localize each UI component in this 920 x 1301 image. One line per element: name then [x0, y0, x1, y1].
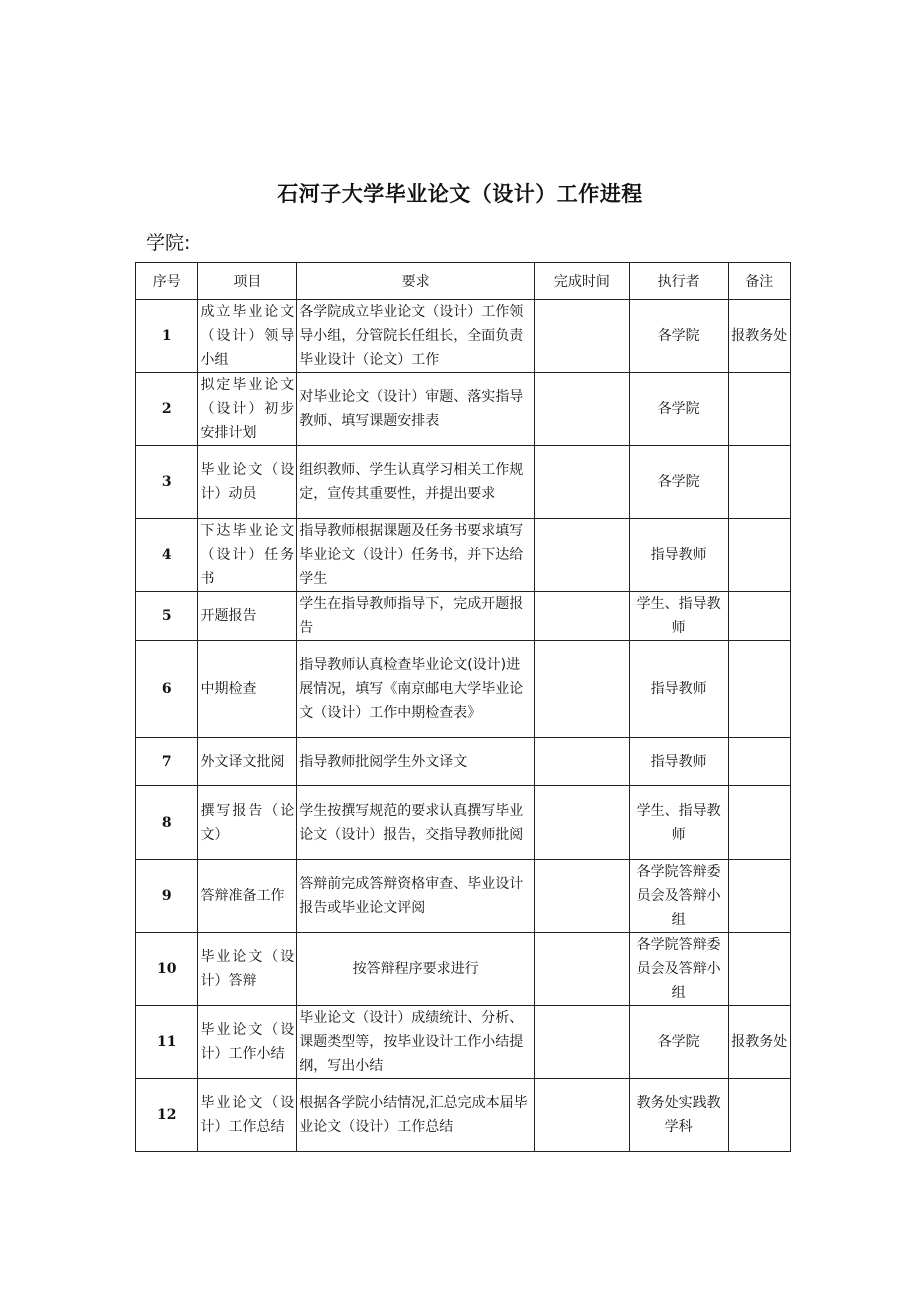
header-requirement: 要求 — [297, 263, 535, 300]
row-seq: 2 — [136, 373, 198, 446]
row-requirement: 指导教师认真检查毕业论文(设计)进展情况，填写《南京邮电大学毕业论文（设计）工作中期检查表》 — [297, 641, 535, 738]
row-requirement: 答辩前完成答辩资格审查、毕业设计报告或毕业论文评阅 — [297, 860, 535, 933]
row-seq: 3 — [136, 446, 198, 519]
row-item: 中期检查 — [198, 641, 297, 738]
table-row — [136, 1079, 791, 1152]
row-item: 毕业论文（设计）动员 — [198, 446, 297, 519]
row-executor: 教务处实践教学科 — [629, 1079, 728, 1152]
row-executor: 学生、指导教师 — [629, 592, 728, 641]
table-row — [136, 592, 791, 641]
row-remarks — [728, 860, 791, 933]
row-item: 开题报告 — [198, 592, 297, 641]
row-completion-time — [535, 860, 630, 933]
row-item: 毕业论文（设计）工作小结 — [198, 1006, 297, 1079]
row-requirement: 按答辩程序要求进行 — [297, 933, 535, 1006]
row-requirement: 学生按撰写规范的要求认真撰写毕业论文（设计）报告，交指导教师批阅 — [297, 786, 535, 860]
row-remarks — [728, 738, 791, 786]
table-row — [136, 786, 791, 860]
row-requirement: 指导教师批阅学生外文译文 — [297, 738, 535, 786]
row-seq: 5 — [136, 592, 198, 641]
row-completion-time — [535, 641, 630, 738]
row-completion-time — [535, 1079, 630, 1152]
row-executor: 各学院答辩委员会及答辩小组 — [629, 933, 728, 1006]
row-completion-time — [535, 786, 630, 860]
row-remarks — [728, 519, 791, 592]
row-seq: 4 — [136, 519, 198, 592]
row-executor: 各学院 — [629, 373, 728, 446]
header-completion-time: 完成时间 — [535, 263, 630, 300]
row-executor: 指导教师 — [629, 738, 728, 786]
row-executor: 指导教师 — [629, 641, 728, 738]
table-header-row — [136, 263, 791, 300]
row-remarks — [728, 641, 791, 738]
row-requirement: 组织教师、学生认真学习相关工作规定，宣传其重要性，并提出要求 — [297, 446, 535, 519]
row-remarks — [728, 592, 791, 641]
row-item: 下达毕业论文（设计）任务书 — [198, 519, 297, 592]
header-item: 项目 — [198, 263, 297, 300]
row-completion-time — [535, 446, 630, 519]
row-item: 答辩准备工作 — [198, 860, 297, 933]
row-executor: 各学院答辩委员会及答辩小组 — [629, 860, 728, 933]
row-item: 毕业论文（设计）答辩 — [198, 933, 297, 1006]
row-requirement: 毕业论文（设计）成绩统计、分析、课题类型等，按毕业设计工作小结提纲，写出小结 — [297, 1006, 535, 1079]
row-item: 成立毕业论文（设计）领导小组 — [198, 300, 297, 373]
table-row — [136, 1006, 791, 1079]
row-seq: 1 — [136, 300, 198, 373]
row-executor: 指导教师 — [629, 519, 728, 592]
row-completion-time — [535, 1006, 630, 1079]
row-requirement: 学生在指导教师指导下，完成开题报告 — [297, 592, 535, 641]
row-requirement: 根据各学院小结情况,汇总完成本届毕业论文（设计）工作总结 — [297, 1079, 535, 1152]
row-seq: 9 — [136, 860, 198, 933]
row-executor: 学生、指导教师 — [629, 786, 728, 860]
row-remarks — [728, 786, 791, 860]
header-remarks: 备注 — [728, 263, 791, 300]
table-row — [136, 933, 791, 1006]
work-schedule-table — [135, 262, 791, 1152]
row-seq: 8 — [136, 786, 198, 860]
row-completion-time — [535, 738, 630, 786]
table-row — [136, 860, 791, 933]
document-title: 石河子大学毕业论文（设计）工作进程 — [277, 182, 643, 206]
row-executor: 各学院 — [629, 300, 728, 373]
row-seq: 12 — [136, 1079, 198, 1152]
row-remarks — [728, 933, 791, 1006]
row-requirement: 各学院成立毕业论文（设计）工作领导小组，分管院长任组长，全面负责毕业设计（论文）工作 — [297, 300, 535, 373]
header-executor: 执行者 — [629, 263, 728, 300]
college-label: 学院: — [146, 232, 191, 254]
row-seq: 6 — [136, 641, 198, 738]
row-item: 毕业论文（设计）工作总结 — [198, 1079, 297, 1152]
table-row — [136, 446, 791, 519]
row-seq: 11 — [136, 1006, 198, 1079]
row-remarks — [728, 1079, 791, 1152]
row-completion-time — [535, 592, 630, 641]
row-completion-time — [535, 300, 630, 373]
row-completion-time — [535, 519, 630, 592]
row-executor: 各学院 — [629, 1006, 728, 1079]
table-row — [136, 300, 791, 373]
row-remarks — [728, 446, 791, 519]
row-item: 拟定毕业论文（设计）初步安排计划 — [198, 373, 297, 446]
header-seq: 序号 — [136, 263, 198, 300]
table-row — [136, 519, 791, 592]
row-executor: 各学院 — [629, 446, 728, 519]
row-item: 外文译文批阅 — [198, 738, 297, 786]
row-remarks — [728, 373, 791, 446]
table-row — [136, 373, 791, 446]
row-remarks: 报教务处 — [728, 1006, 791, 1079]
table-row — [136, 738, 791, 786]
row-remarks: 报教务处 — [728, 300, 791, 373]
row-item: 撰写报告（论文） — [198, 786, 297, 860]
table-row — [136, 641, 791, 738]
row-seq: 10 — [136, 933, 198, 1006]
row-completion-time — [535, 373, 630, 446]
row-requirement: 指导教师根据课题及任务书要求填写毕业论文（设计）任务书，并下达给学生 — [297, 519, 535, 592]
row-completion-time — [535, 933, 630, 1006]
row-requirement: 对毕业论文（设计）审题、落实指导教师、填写课题安排表 — [297, 373, 535, 446]
row-seq: 7 — [136, 738, 198, 786]
